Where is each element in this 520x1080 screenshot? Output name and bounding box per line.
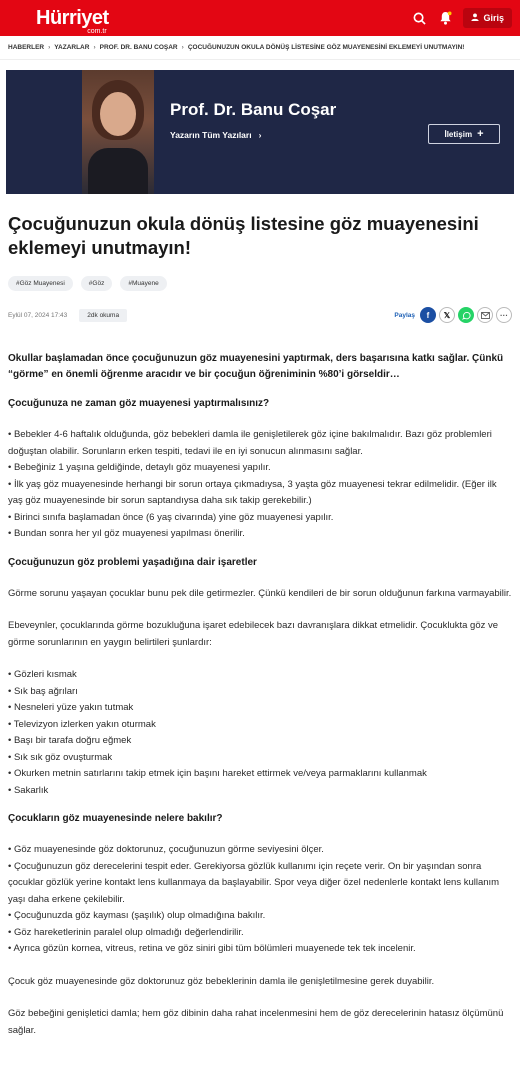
search-icon[interactable] [411,10,427,26]
paragraph: Ebeveynler, çocuklarında görme bozukluğuna işaret edebilecek bazı davranışlara dikkat etmelidir. Çocuklukta göz ve görme sorunlarının en yaygın belirtileri şunlardır: [8,620,499,648]
author-all-posts-label: Yazarın Tüm Yazıları [170,130,252,140]
publish-date: Eylül 07, 2024 17:43 [8,311,68,319]
list-item: • Nesneleri yüze yakın tutmak [8,702,134,713]
chevron-right-icon: › [253,130,262,140]
logo-text: Hürriyet [36,7,109,29]
top-header [0,0,520,36]
article [0,212,520,1039]
article-title: Çocuğunuzun okula dönüş listesine göz muayenesini eklemeyi unutmayın! [8,213,479,258]
author-photo-body [88,148,148,194]
paragraph: Görme sorunu yaşayan çocuklar bunu pek dile getirmezler. Çünkü kendileri de bir sorun olduğunun farkına varmayabilir. [8,587,512,599]
mail-icon[interactable] [477,307,493,323]
section-title-what-checked: Çocukların göz muayenesinde nelere bakılır? [8,813,223,824]
section-title-signs: Çocuğunuzun göz problemi yaşadığına dair işaretler [8,556,257,568]
breadcrumb-author[interactable]: PROF. DR. BANU COŞAR [99,44,178,51]
tag-eye[interactable]: #Göz [81,276,113,291]
contact-label: İletişim [444,129,473,139]
author-banner [6,70,514,194]
breadcrumb-news[interactable]: HABERLER [8,44,45,51]
list-item: • Gözleri kısmak [8,669,77,680]
login-button[interactable] [463,8,512,28]
breadcrumb-separator-icon: › [48,44,51,51]
breadcrumb-separator-icon: › [93,44,96,51]
spacer [8,602,512,618]
author-photo-face [100,92,136,136]
article-lead: Okullar başlamadan önce çocuğunuzun göz muayenesini yaptırmak, ders başarısına katkı sağlar. Çünkü “görme” en önemli öğrenme aracıdır ve bir çocuğun öğreniminin %80’i görseldir… [8,353,504,380]
list-item: • Çocuğunuzda göz kayması (şaşılık) olup olmadığına bakılır. [8,910,266,921]
section-title-when: Çocuğunuza ne zaman göz muayenesi yaptırmalısınız? [8,398,270,409]
share-label: Paylaş [394,311,415,319]
list-item: • İlk yaş göz muayenesinde herhangi bir sorun ortaya çıkmadıysa, 3 yaşta göz muayenesi tekrar edilmelidir. (Eğer ilk yaş göz muayenesinde bir sorun saptandıysa daha sık takip gerekebilir.) [8,478,497,506]
plus-icon: + [477,128,484,140]
more-options-icon[interactable]: ··· [496,307,512,323]
list-item: • Sık sık göz ovuşturmak [8,751,113,763]
logo-subtext: com.tr [87,28,107,35]
spacer [8,411,512,427]
list-item: • Başı bir tarafa doğru eğmek [8,735,132,746]
x-twitter-icon[interactable]: 𝕏 [439,307,455,323]
site-logo[interactable] [36,7,109,35]
list-item: • Bebeğiniz 1 yaşına geldiğinde, detaylı göz muayenesi yapılır. [8,462,271,473]
whatsapp-icon[interactable] [458,307,474,323]
list-item: • Bundan sonra her yıl göz muayenesi yapılması önerilir. [8,528,245,539]
list-item: • Bebekler 4-6 haftalık olduğunda, göz bebekleri damla ile genişletilerek göz içine bakılmalıdır. Bazı göz problemleri doğuştan olabilir. Sorunların erken tespiti, tedavi ile en iyi sonucun alınmasını sağlar. [8,429,492,457]
notification-bell-icon[interactable] [437,10,453,26]
author-all-posts-link[interactable] [170,130,262,140]
list-item: • Sakarlık [8,784,49,796]
list-item: • Birinci sınıfa başlamadan önce (6 yaş civarında) yine göz muayenesi yapılır. [8,511,334,523]
paragraph: Çocuk göz muayenesinde göz doktorunuz göz bebeklerinin damla ile genişletilmesine gerek duyabilir. [8,975,435,987]
breadcrumb-authors[interactable]: YAZARLAR [54,44,90,51]
paragraph: Göz bebeğini genişletici damla; hem göz dibinin daha rahat incelenmesini hem de göz derecelerinin hatasız ölçümünü sağlar. [8,1008,504,1036]
spacer [8,958,512,974]
list-item: • Okurken metnin satırlarını takip etmek için başını hareket ettirmek ve/veya parmaklarını kullanmak [8,768,427,779]
contact-button[interactable] [428,124,500,144]
spacer [8,651,512,667]
list-item: • Çocuğunuzun göz derecelerini tespit eder. Gerekiyorsa gözlük kullanımı için reçete verir. On bir yaşından sonra çocuklar gözlük yerine kontakt lens kullanmaya da başlayabilir. Spor veya diğer özel nedenlerle kontakt lens kullanım yaşı daha erkene çekilebilir. [8,860,500,905]
breadcrumb-current: ÇOCUĞUNUZUN OKULA DÖNÜŞ LİSTESİNE GÖZ MUAYENESİNİ EKLEMEYİ UNUTMAYIN! [187,44,465,51]
spacer [8,570,512,586]
tag-exam[interactable]: #Muayene [120,276,166,291]
breadcrumb-separator-icon: › [181,44,184,51]
list-item: • Sık baş ağrıları [8,685,78,697]
share-bar [394,307,512,323]
author-name[interactable]: Prof. Dr. Banu Coşar [170,100,337,119]
list-item: • Göz hareketlerinin paralel olup olmadığı değerlendirilir. [8,926,244,938]
read-time-badge: 2dk okuma [79,309,127,322]
header-actions [411,8,512,28]
list-item: • Göz muayenesinde göz doktorunuz, çocuğunuzun görme seviyesini ölçer. [8,844,324,855]
list-item: • Ayrıca gözün kornea, vitreus, retina ve göz siniri gibi tüm bölümleri muayenede tek tek incelenir. [8,943,416,954]
list-item: • Televizyon izlerken yakın oturmak [8,718,156,730]
author-photo[interactable] [82,70,154,194]
article-meta [8,307,512,323]
facebook-icon[interactable]: f [420,307,436,323]
spacer [8,990,512,1006]
tag-list [8,276,512,291]
breadcrumb [0,36,520,60]
login-label: Giriş [483,13,504,23]
tag-eye-exam[interactable]: #Göz Muayenesi [8,276,73,291]
user-icon [471,13,479,23]
spacer [8,826,512,842]
